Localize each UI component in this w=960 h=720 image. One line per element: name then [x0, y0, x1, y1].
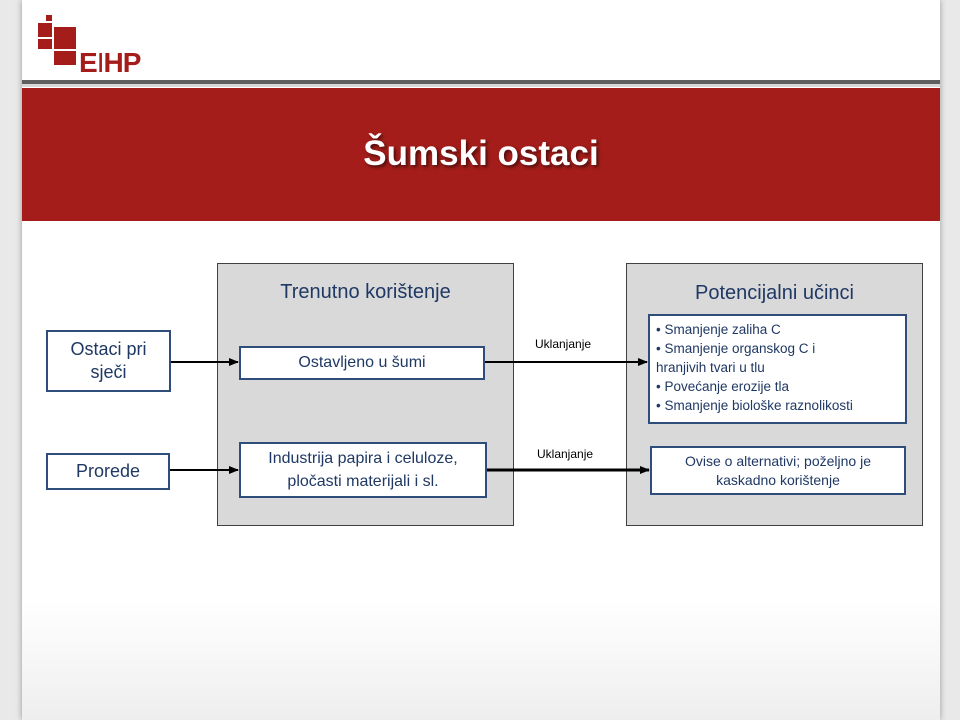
effect-item: • Povećanje erozije tla: [656, 379, 790, 394]
edge-label-uklanjanje-top: Uklanjanje: [535, 337, 592, 351]
logo-text: EIHP: [79, 47, 141, 78]
input-label: Prorede: [75, 461, 141, 481]
flow-arrows: [22, 0, 940, 720]
slide-title: Šumski ostaci: [363, 134, 599, 173]
slide: [22, 0, 940, 720]
effect-item: • Smanjenje biološke raznolikosti: [656, 398, 853, 413]
input-label-line1: Ostaci pri: [70, 339, 147, 359]
use-label: Ostavljeno u šumi: [298, 354, 426, 371]
potential-effects-heading: Potencijalni učinci: [695, 282, 854, 304]
current-use-heading: Trenutno korištenje: [280, 281, 451, 303]
effect-item: • Smanjenje zaliha C: [656, 322, 781, 337]
note-line2: kaskadno korištenje: [716, 471, 840, 488]
use-label-line2: pločasti materijali i sl.: [287, 473, 439, 490]
input-label-line2: sječi: [90, 362, 127, 382]
note-line1: Ovise o alternativi; poželjno je: [685, 452, 871, 469]
edge-label-uklanjanje-bottom: Uklanjanje: [537, 447, 594, 461]
use-label-line1: Industrija papira i celuloze,: [268, 450, 458, 467]
effect-item: • Smanjenje organskog C i: [656, 341, 816, 356]
effect-item: hranjivih tvari u tlu: [656, 360, 765, 375]
